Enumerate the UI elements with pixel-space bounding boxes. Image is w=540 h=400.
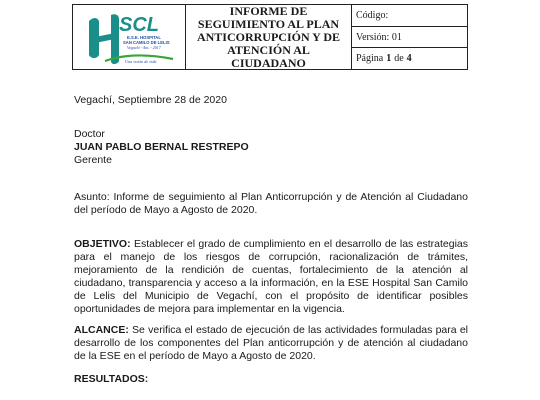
alcance-paragraph (74, 324, 468, 363)
meta-cell (352, 5, 467, 69)
page-indicator (352, 48, 467, 69)
page-of: de (394, 53, 404, 65)
page-number: 1 (386, 53, 392, 65)
recipient-role: Gerente (74, 154, 112, 166)
document-header (72, 4, 468, 70)
logo-line3: Vegachí - Ant. - 2017 (127, 45, 161, 50)
version-label: Versión: 01 (352, 27, 467, 49)
objetivo-paragraph (74, 238, 468, 316)
objetivo-label: OBJETIVO: (74, 238, 131, 250)
salutation: Doctor (74, 128, 105, 140)
asunto-paragraph: Asunto: Informe de seguimiento al Plan Anticorrupción y de Atención al Ciudadano del período de Mayo a Agosto de 2020. (74, 191, 468, 216)
letter-date: Vegachí, Septiembre 28 de 2020 (74, 94, 227, 106)
alcance-text: Se verifica el estado de ejecución de las actividades formuladas para el desarrollo de los componentes del Plan anticorrupción y de atención al ciudadano de la ESE en el período de Mayo a Agosto de 2020. (74, 324, 468, 362)
codigo-label: Código: (352, 5, 467, 27)
resultados-heading: RESULTADOS: (74, 373, 149, 385)
logo-line1: E.S.E. HOSPITAL (127, 35, 161, 40)
page-total: 4 (406, 53, 412, 65)
hospital-logo (83, 11, 181, 67)
document-title: INFORME DE SEGUIMIENTO AL PLAN ANTICORRUPCIÓN Y DE ATENCIÓN AL CIUDADANO (186, 5, 352, 69)
logo-line2: SAN CAMILO DE LELIS (123, 40, 170, 45)
logo-slogan: Una visión de vida (125, 59, 157, 64)
page-prefix: Página (356, 53, 384, 65)
logo-letters: SCL (119, 14, 159, 36)
recipient-name: JUAN PABLO BERNAL RESTREPO (74, 141, 249, 153)
logo-cell (73, 5, 186, 69)
alcance-label: ALCANCE: (74, 324, 129, 336)
objetivo-text: Establecer el grado de cumplimiento en el desarrollo de las estrategias para el manejo de los riesgos de corrupción, racionalización de trámites, mejoramiento de la rendición de cuentas, fortalecimiento de la atención al ciudadano, transparencia y acceso a la información, en la ESE Hospital San Camilo de Lelis del Municipio de Vegachí, con el propósito de identificar posibles oportunidades de mejora para implementar en la vigencia. (74, 238, 469, 315)
